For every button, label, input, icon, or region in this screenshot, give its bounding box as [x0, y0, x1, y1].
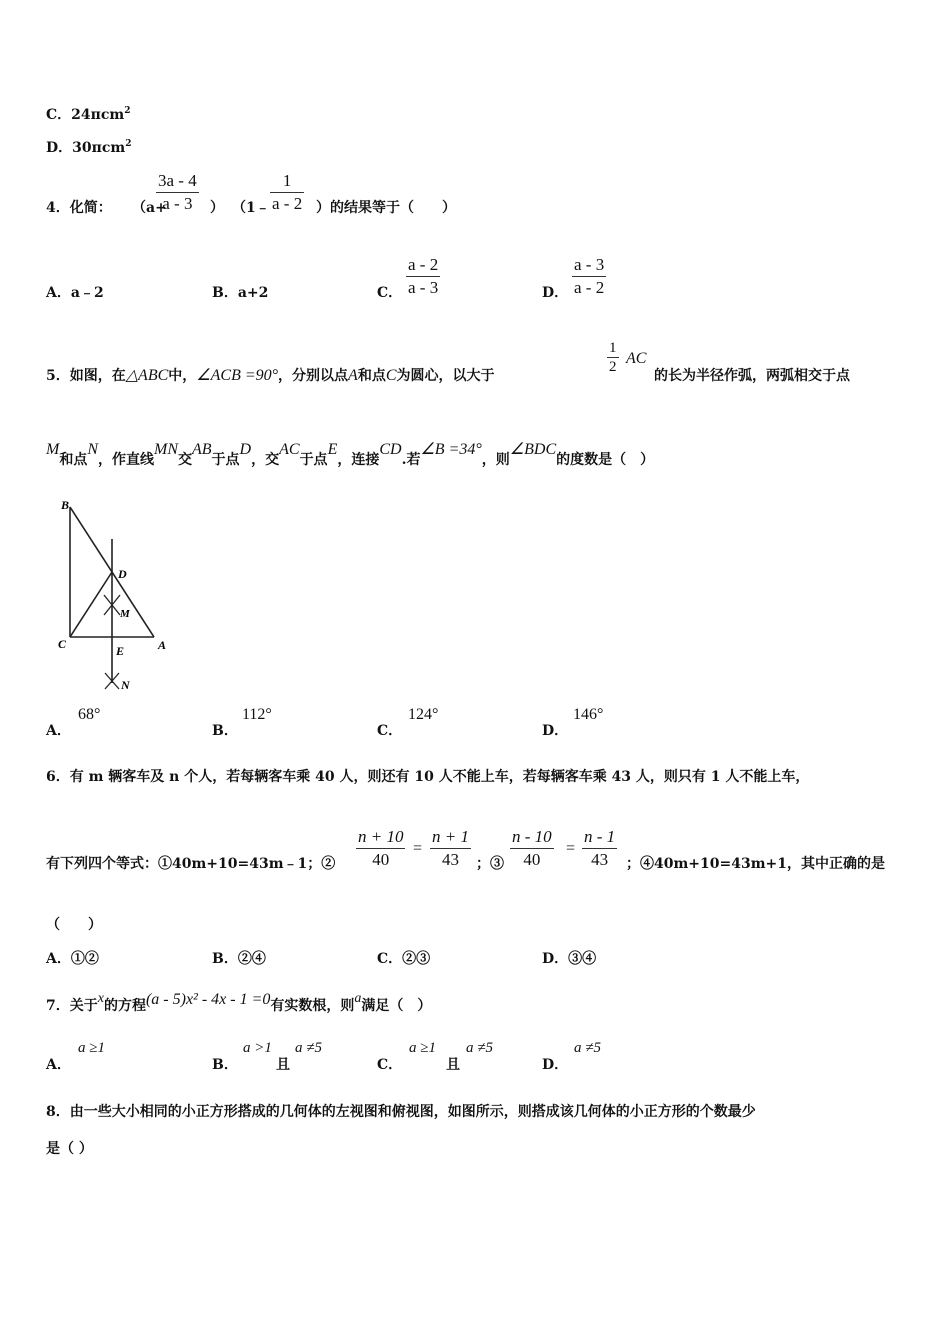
- q6-fraction-1: $\frac{n + 10}{40}$: [358, 827, 404, 869]
- q8-line-1: 8．由一些大小相同的小正方形搭成的几何体的左视图和俯视图，如图所示，则搭成该几何体的小正方形的个数最少: [46, 1104, 756, 1120]
- label-d: D: [118, 567, 127, 581]
- q7-option-c-1: a ≥1: [409, 1040, 436, 1056]
- q6-equals-2: =: [566, 840, 576, 857]
- q6-option-a: A．①②: [46, 951, 99, 967]
- q5-option-d-label: D．: [542, 723, 569, 739]
- q4-part1-close: ）: [210, 200, 224, 216]
- q6-equals-1: =: [413, 840, 423, 857]
- q7-option-c-label: C．: [377, 1057, 403, 1073]
- q7-option-a-label: A．: [46, 1057, 71, 1073]
- q5-option-d: 146°: [573, 706, 604, 723]
- q5-option-c: 124°: [408, 706, 439, 723]
- q4-option-a: A．a﹣2: [46, 285, 104, 301]
- q4-option-d-fraction: $\frac{a - 3}{a - 2}$: [574, 255, 605, 297]
- q3-option-d: D．30πcm$^2$: [46, 139, 132, 156]
- q6-option-b: B．②④: [212, 951, 266, 967]
- q7-option-b-and: 且: [276, 1057, 290, 1073]
- q7-stem: 7．关于x的方程(a - 5)x² - 4x - 1 =0有实数根，则a满足（ ）: [46, 991, 432, 1014]
- q5-half-fraction: $\frac{1}{2}$: [609, 340, 617, 375]
- label-b: B: [61, 498, 70, 512]
- q6-line-2-c: ；④40m+10=43m+1，其中正确的是: [626, 856, 886, 872]
- segment-cd: [70, 572, 112, 637]
- q5-option-b: 112°: [242, 706, 272, 723]
- q6-line-2-a: 有下列四个等式：①40m+10=43m﹣1；②: [46, 856, 336, 872]
- q7-option-b-2: a ≠5: [295, 1040, 322, 1056]
- q5-figure: [50, 495, 180, 695]
- q3-option-c: C．24πcm$^2$: [46, 106, 131, 123]
- q6-fraction-3: $\frac{n - 10}{40}$: [512, 827, 552, 869]
- q5-line-2: M和点N，作直线MN交AB于点D，交AC于点E，连接CD.若∠B =34°，则∠BDC的度数是（ ）: [46, 441, 655, 468]
- label-c: C: [58, 637, 67, 651]
- q5-option-b-label: B．: [212, 723, 238, 739]
- q7-option-a: a ≥1: [78, 1040, 105, 1056]
- q4-part2-open: （1﹣: [232, 200, 270, 216]
- q5-half-ac: AC: [626, 350, 647, 367]
- q6-fraction-4: $\frac{n - 1}{43}$: [584, 827, 616, 869]
- q4-fraction-1: $\frac{3a - 4}{a - 3}$: [158, 171, 197, 213]
- label-a: A: [158, 638, 167, 652]
- q7-option-c-2: a ≠5: [466, 1040, 493, 1056]
- q4-option-c-label: C．: [377, 285, 403, 301]
- q6-fraction-2: $\frac{n + 1}{43}$: [432, 827, 469, 869]
- q4-part1-open: （a+: [132, 200, 167, 216]
- q7-option-c-and: 且: [446, 1057, 460, 1073]
- q7-option-b-1: a >1: [243, 1040, 272, 1056]
- q5-line-1-end: 的长为半径作弧，两弧相交于点: [654, 368, 850, 384]
- q7-option-d: a ≠5: [574, 1040, 601, 1056]
- q4-option-c-fraction: $\frac{a - 2}{a - 3}$: [408, 255, 439, 297]
- q6-option-c: C．②③: [377, 951, 431, 967]
- q4-number: 4．化简：: [46, 200, 112, 216]
- q4-option-b: B．a+2: [212, 285, 269, 301]
- q4-option-d-label: D．: [542, 285, 569, 301]
- q5-option-a-label: A．: [46, 723, 71, 739]
- q7-option-d-label: D．: [542, 1057, 569, 1073]
- q5-option-c-label: C．: [377, 723, 403, 739]
- q5-line-1: 5．如图，在△ABC中，∠ACB =90°，分别以点A和点C为圆心，以大于: [46, 367, 495, 384]
- q6-option-d: D．③④: [542, 951, 597, 967]
- q5-option-a: 68°: [78, 706, 101, 723]
- q8-line-2: 是（ ）: [46, 1141, 93, 1157]
- label-e: E: [116, 644, 125, 658]
- q6-line-2-b: ；③: [476, 856, 504, 872]
- q4-part2-close: ）的结果等于（ ）: [316, 200, 456, 216]
- label-n: N: [121, 678, 130, 692]
- q7-option-b-label: B．: [212, 1057, 238, 1073]
- q6-line-1: 6．有 m 辆客车及 n 个人，若每辆客车乘 40 人，则还有 10 人不能上车，若每辆客车乘 43 人，则只有 1 人不能上车，: [46, 769, 810, 785]
- q4-fraction-2: $\frac{1}{a - 2}$: [272, 171, 303, 213]
- q6-line-3: （ ）: [46, 917, 102, 933]
- label-m: M: [120, 608, 130, 620]
